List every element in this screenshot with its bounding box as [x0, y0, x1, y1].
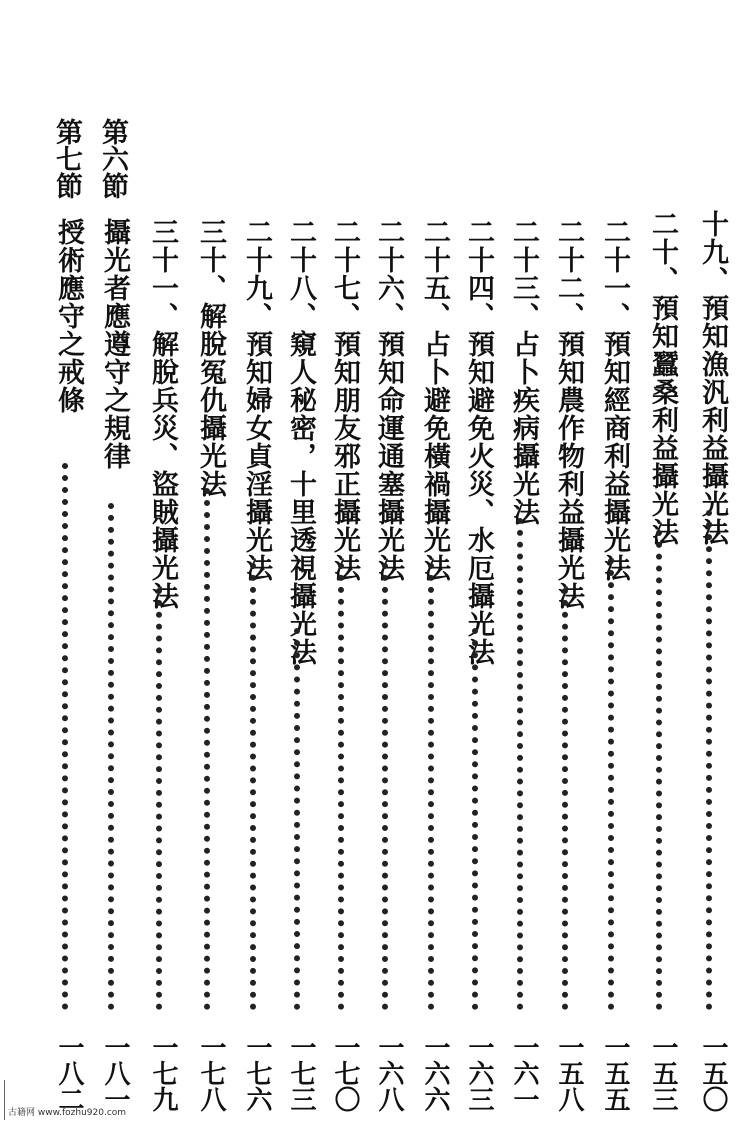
toc-entry-31 — [142, 218, 182, 1122]
leader-dots — [382, 563, 396, 1010]
leader-dots — [562, 588, 576, 1010]
toc-entry-title: 二十九、預知婦女貞淫攝光法 — [241, 218, 272, 582]
leader-dots — [428, 563, 442, 1010]
toc-entry-22 — [548, 218, 588, 1122]
toc-entry-title: 二十、預知蠶桑利益攝光法 — [647, 210, 678, 546]
toc-entry-page: 一五五 — [600, 1034, 630, 1112]
toc-entry-page: 一六三 — [464, 1034, 494, 1112]
toc-entry-19 — [692, 210, 732, 1122]
leader-dots — [250, 563, 264, 1010]
toc-entry-24 — [458, 218, 498, 1122]
leader-dots — [62, 463, 76, 1010]
toc-entry-title: 二十八、窺人秘密，十里透視攝光法 — [285, 218, 316, 666]
toc-entry-title: 二十二、預知農作物利益攝光法 — [553, 218, 584, 610]
toc-entry-title: 二十六、預知命運通塞攝光法 — [373, 218, 404, 582]
toc-entry-title: 十九、預知漁汎利益攝光法 — [697, 210, 728, 546]
toc-entry-page: 一六一 — [509, 1034, 539, 1112]
toc-entry-page: 一六八 — [374, 1034, 404, 1112]
toc-entry-page: 一七八 — [196, 1034, 226, 1112]
leader-dots — [294, 628, 308, 1010]
toc-entry-title: 二十五、占卜避免橫禍攝光法 — [419, 218, 450, 582]
toc-entry-21 — [594, 218, 634, 1122]
toc-entry-29 — [236, 218, 276, 1122]
toc-entry-title: 授術應守之戒條 — [53, 218, 84, 414]
leader-dots — [338, 563, 352, 1010]
toc-entry-26 — [368, 218, 408, 1122]
toc-entry-page: 一八一 — [100, 1034, 130, 1112]
toc-entry-title: 二十一、預知經商利益攝光法 — [599, 218, 630, 582]
toc-entry-23 — [503, 218, 543, 1122]
leader-dots — [472, 628, 486, 1010]
toc-entry-title: 二十四、預知避免火災、水厄攝光法 — [463, 218, 494, 666]
toc-entry-20 — [642, 210, 682, 1122]
toc-entry-page: 一五三 — [648, 1034, 678, 1112]
toc-entry-title: 攝光者應遵守之規律 — [99, 218, 130, 470]
toc-entry-25 — [414, 218, 454, 1122]
leader-dots — [204, 488, 218, 1010]
leader-dots — [706, 510, 720, 1010]
toc-entry-30 — [190, 218, 230, 1122]
leader-dots — [517, 518, 531, 1010]
toc-entry-page: 一七六 — [242, 1034, 272, 1112]
toc-entry-precepts — [48, 218, 88, 1122]
watermark-footer: 古籍网 www.fozhu920.com — [8, 1108, 127, 1118]
toc-entry-page: 一七三 — [286, 1034, 316, 1112]
toc-entry-title: 三十一、解脫兵災、盜賊攝光法 — [147, 218, 178, 610]
leader-dots — [108, 503, 122, 1010]
toc-entry-page: 一八二 — [54, 1034, 84, 1112]
leader-dots — [656, 530, 670, 1010]
leader-dots — [156, 588, 170, 1010]
page-edge-line — [4, 1080, 5, 1120]
section-heading-7: 第七節 — [51, 118, 82, 199]
toc-entry-page: 一六六 — [420, 1034, 450, 1112]
toc-entry-title: 二十三、占卜疾病攝光法 — [508, 218, 539, 526]
toc-entry-page: 一五八 — [554, 1034, 584, 1112]
toc-entry-title: 三十、解脫冤仇攝光法 — [195, 218, 226, 498]
toc-entry-rules — [94, 218, 134, 1122]
toc-entry-page: 一五〇 — [698, 1034, 728, 1112]
toc-entry-28 — [280, 218, 320, 1122]
toc-entry-page: 一七九 — [148, 1034, 178, 1112]
toc-entry-27 — [324, 218, 364, 1122]
toc-entry-title: 二十七、預知朋友邪正攝光法 — [329, 218, 360, 582]
section-heading-6: 第六節 — [97, 118, 128, 199]
toc-entry-page: 一七〇 — [330, 1034, 360, 1112]
leader-dots — [608, 558, 622, 1010]
